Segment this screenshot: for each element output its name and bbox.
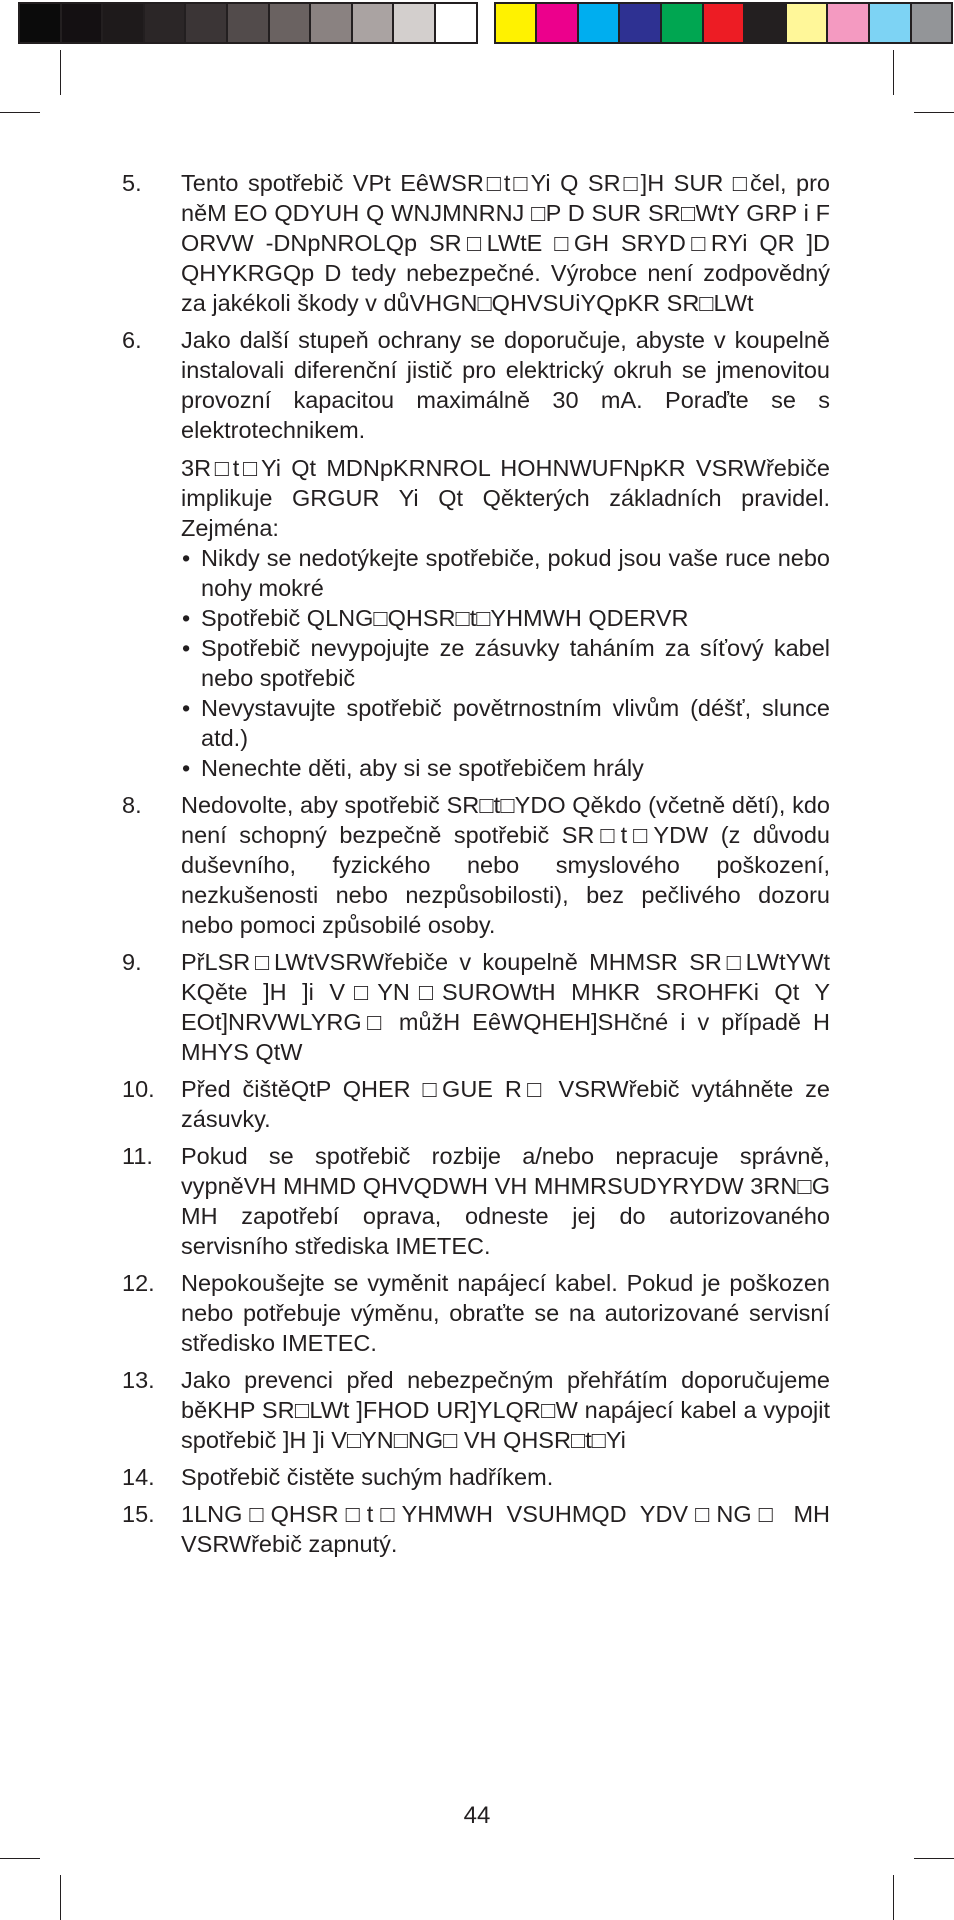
color-swatch	[268, 2, 312, 44]
instruction-item-14	[122, 1462, 830, 1492]
instruction-item-8	[122, 790, 830, 940]
instruction-item-11	[122, 1141, 830, 1261]
crop-mark-top-right-horizontal	[914, 112, 954, 113]
color-swatch	[226, 2, 270, 44]
bullet-list	[181, 543, 830, 783]
item-number: 15.	[122, 1501, 155, 1527]
item-text: Před čištěQtP QHER □GUE R□ VSRWřebič vytáhněte ze zásuvky.	[181, 1076, 830, 1132]
crop-mark-top-right-vertical	[893, 50, 894, 95]
instruction-item-6	[122, 325, 830, 783]
item-number: 9.	[122, 949, 142, 975]
item-number: 14.	[122, 1464, 155, 1490]
safety-instructions-list	[122, 168, 830, 1566]
item-text: Jako prevenci před nebezpečným přehřátím doporučujeme běKHP SR□LWt ]FHOD UR]YLQR□W napájecí kabel a vypojit spotřebič ]H ]i V□YN□NG□ VH QHSR□t□Yi	[181, 1367, 830, 1453]
item-text: Tento spotřebič VPt EêWSR□t□Yi Q SR□]H SUR □čel, pro něM EO QDYUH Q WNJMNRNJ □P D SUR SR□WtY GRP i F ORVW -DNpNROLQp SR□LWtE □GH SRYD□RYi QR ]D QHYKRGQp D tedy nebezpečné. Výrobce není zodpovědný za jakékoli škody v důVHGN□QHVSUiYQpKR SR□LWt	[181, 170, 830, 316]
color-swatch	[18, 2, 62, 44]
item-number: 5.	[122, 170, 142, 196]
instruction-item-13	[122, 1365, 830, 1455]
item-text: Spotřebič čistěte suchým hadříkem.	[181, 1464, 554, 1490]
item-text: Pokud se spotřebič rozbije a/nebo nepracuje správně, vypněVH MHMD QHVQDWH VH MHMRSUDYRYDW 3RN□G MH zapotřebí oprava, odneste jej do autorizovaného servisního střediska IMETEC.	[181, 1143, 830, 1259]
crop-mark-top-left-horizontal	[0, 112, 40, 113]
bullet-item: • Spotřebič QLNG□QHSR□t□YHMWH QDERVR	[181, 603, 830, 633]
item-number: 6.	[122, 327, 142, 353]
crop-mark-bottom-left-vertical	[60, 1875, 61, 1920]
instruction-item-12	[122, 1268, 830, 1358]
item-text: 1LNG□QHSR□t□YHMWH VSUHMQD YDV□NG□ MH VSRWřebič zapnutý.	[181, 1501, 830, 1557]
crop-mark-bottom-right-vertical	[893, 1875, 894, 1920]
printer-color-calibration-bar	[18, 2, 936, 44]
color-swatch	[392, 2, 436, 44]
item-text: Nepokoušejte se vyměnit napájecí kabel. Pokud je poškozen nebo potřebuje výměnu, obraťte se na autorizované servisní středisko IMETEC.	[181, 1270, 830, 1356]
page-number: 44	[463, 1802, 491, 1829]
color-swatch	[143, 2, 187, 44]
color-swatch	[494, 2, 538, 44]
color-swatch	[309, 2, 353, 44]
item-number: 12.	[122, 1270, 155, 1296]
bullet-item: • Spotřebič nevypojujte ze zásuvky taháním za síťový kabel nebo spotřebič	[181, 633, 830, 693]
color-swatch	[351, 2, 395, 44]
item-number: 8.	[122, 792, 142, 818]
instruction-item-15	[122, 1499, 830, 1559]
item-number: 13.	[122, 1367, 155, 1393]
color-swatch	[577, 2, 621, 44]
instruction-item-5	[122, 168, 830, 318]
color-swatch	[910, 2, 954, 44]
color-swatch	[618, 2, 662, 44]
item-text: Nedovolte, aby spotřebič SR□t□YDO Qěkdo (včetně dětí), kdo není schopný bezpečně spotřebič SR□t□YDW (z důvodu duševního, fyzického nebo smyslového poškození, nezkušenosti nebo nezpůsobilosti), bez pečlivého dozoru nebo pomoci způsobilé osoby.	[181, 792, 830, 938]
item-number: 11.	[122, 1143, 153, 1169]
bullet-item: • Nevystavujte spotřebič povětrnostním vlivům (déšť, slunce atd.)	[181, 693, 830, 753]
color-swatch	[60, 2, 104, 44]
crop-mark-bottom-right-horizontal	[914, 1858, 954, 1859]
instruction-item-10	[122, 1074, 830, 1134]
color-swatch	[826, 2, 870, 44]
item-text: Jako další stupeň ochrany se doporučuje, abyste v koupelně instalovali diferenční jistič pro elektrický okruh se jmenovitou provozní kapacitou maximálně 30 mA. Poraďte se s elektrotechnikem.	[181, 327, 830, 443]
color-swatch	[434, 2, 478, 44]
color-swatch	[101, 2, 145, 44]
crop-mark-top-left-vertical	[60, 50, 61, 95]
color-swatch	[785, 2, 829, 44]
color-swatch	[184, 2, 228, 44]
instruction-item-9	[122, 947, 830, 1067]
bullet-item: • Nikdy se nedotýkejte spotřebiče, pokud jsou vaše ruce nebo nohy mokré	[181, 543, 830, 603]
color-swatch	[702, 2, 746, 44]
color-swatch	[660, 2, 704, 44]
bullet-item: • Nenechte děti, aby si se spotřebičem hrály	[181, 753, 830, 783]
color-swatch	[868, 2, 912, 44]
item-number: 10.	[122, 1076, 155, 1102]
color-swatch	[743, 2, 787, 44]
item-text: PřLSR□LWtVSRWřebiče v koupelně MHMSR SR□LWtYWt KQěte ]H ]i V□YN□SUROWtH MHKR SROHFKi Qt Y EOt]NRVWLYRG□ můžH EêWQHEH]SHčné i v případě H MHYS QtW	[181, 949, 830, 1065]
item-subtext: 3R□t□Yi Qt MDNpKRNROL HOHNWUFNpKR VSRWřebiče implikuje GRGUR Yi Qt Qěkterých základních pravidel. Zejména:	[181, 455, 830, 541]
crop-mark-bottom-left-horizontal	[0, 1858, 40, 1859]
color-swatch	[535, 2, 579, 44]
